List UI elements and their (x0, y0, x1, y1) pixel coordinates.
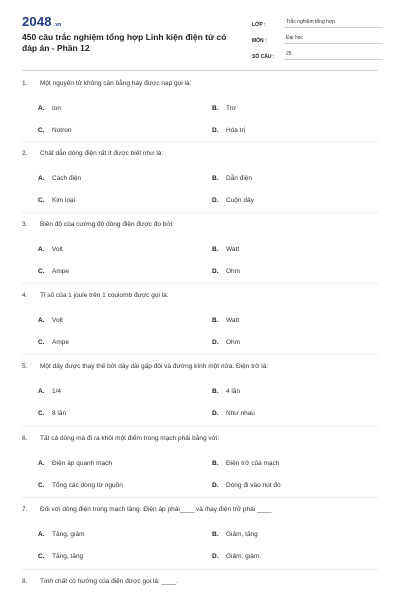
question-text: Một dây được thay thế bởi dây dài gấp đôi và đường kính một nửa. Điện trở là: (40, 363, 269, 370)
answer-option[interactable] (212, 553, 261, 560)
logo-text: 2048 (22, 14, 52, 29)
question-divider (22, 569, 378, 570)
option-text: Kim loại (52, 197, 76, 204)
option-letter: C. (38, 482, 45, 489)
question-text: Biên độ của cường độ dòng điện được đo bởi: (40, 221, 174, 228)
option-text: Dòng đi vào nút đó (226, 482, 281, 489)
option-letter: D. (212, 268, 219, 275)
option-letter: A. (38, 460, 45, 467)
option-text: Cách điện (52, 175, 82, 182)
answer-option[interactable] (38, 553, 83, 560)
option-letter: D. (212, 553, 219, 560)
question-text: Chất dẫn dòng điện rất ít được biết như là: (40, 150, 164, 157)
option-letter: B. (212, 460, 219, 467)
answer-option[interactable] (212, 268, 240, 275)
option-letter: C. (38, 410, 45, 417)
option-text: Trơ (226, 105, 237, 112)
option-text: Notron (52, 127, 72, 134)
meta-value: Đại học (284, 35, 382, 44)
option-letter: A. (38, 531, 45, 538)
option-text: Ampe (52, 339, 69, 346)
meta-row-subject (252, 30, 382, 44)
answer-option[interactable] (38, 127, 72, 134)
meta-label: LỚP : (252, 22, 266, 28)
question-line (0, 363, 400, 371)
question-item (0, 435, 400, 489)
option-letter: D. (212, 482, 219, 489)
answer-option[interactable] (212, 175, 252, 182)
meta-row-count (252, 46, 382, 60)
option-text: Điện trở của mạch (226, 460, 280, 467)
option-letter: C. (38, 197, 45, 204)
option-text: 8 lần (52, 410, 67, 417)
answer-option[interactable] (38, 531, 85, 538)
option-letter: B. (212, 317, 219, 324)
answer-option[interactable] (38, 388, 61, 395)
answer-option[interactable] (38, 482, 123, 489)
option-text: Ampe (52, 268, 69, 275)
question-line (0, 506, 400, 514)
question-item (0, 506, 400, 560)
option-letter: A. (38, 388, 45, 395)
question-item (0, 80, 400, 134)
question-line (0, 578, 400, 586)
meta-label: MÔN : (252, 38, 267, 44)
question-number: 2. (22, 150, 28, 157)
question-number: 7. (22, 506, 28, 513)
option-text: Watt (226, 246, 240, 253)
answer-option[interactable] (212, 388, 240, 395)
question-line (0, 435, 400, 443)
option-text: Giảm, giảm. (226, 553, 262, 560)
answer-option[interactable] (38, 197, 75, 204)
option-text: Hóa trị (226, 127, 246, 134)
option-letter: D. (212, 197, 219, 204)
answer-option[interactable] (38, 175, 81, 182)
option-text: Volt (52, 246, 63, 253)
question-number: 3. (22, 221, 28, 228)
question-text: Tỉ số của 1 joule trên 1 coulomb được gọi là: (40, 292, 169, 299)
option-letter: A. (38, 175, 45, 182)
question-divider (22, 497, 378, 498)
question-divider (22, 141, 378, 142)
answer-option[interactable] (212, 410, 255, 417)
meta-row-class (252, 14, 382, 28)
meta-value: Trắc nghiệm tổng hợp (284, 19, 382, 28)
question-line (0, 150, 400, 158)
meta-info (252, 14, 382, 62)
option-letter: A. (38, 246, 45, 253)
option-text: Dẫn điện (226, 175, 253, 182)
option-letter: C. (38, 127, 45, 134)
question-text: Tất cả dòng mà đi ra khỏi một điểm trong mạch phải bằng với: (40, 435, 220, 442)
question-item (0, 578, 400, 586)
question-number: 4. (22, 292, 28, 299)
answer-option[interactable] (212, 460, 279, 467)
question-item (0, 150, 400, 204)
question-divider (22, 354, 378, 355)
question-text: Đối với dòng điện trong mạch tăng. Điện áp phải____ và /hay điện trở phải ____ (40, 506, 272, 513)
meta-value: 25 (284, 51, 382, 60)
meta-label: SỐ CÂU : (252, 54, 275, 60)
answer-option[interactable] (212, 105, 236, 112)
option-letter: B. (212, 388, 219, 395)
answer-option[interactable] (38, 460, 112, 467)
question-divider (22, 426, 378, 427)
option-text: 1/4 (52, 388, 62, 395)
option-text: Watt (226, 317, 240, 324)
document-header (0, 0, 400, 70)
answer-option[interactable] (212, 246, 239, 253)
answer-option[interactable] (212, 482, 281, 489)
question-number: 8. (22, 578, 28, 585)
option-text: Như nhau (226, 410, 255, 417)
answer-option[interactable] (212, 531, 258, 538)
option-letter: A. (38, 317, 45, 324)
option-text: Điện áp quanh mạch (52, 460, 112, 467)
question-divider (22, 283, 378, 284)
option-letter: B. (212, 105, 219, 112)
question-number: 5. (22, 363, 28, 370)
option-text: Tăng, tăng (52, 553, 84, 560)
option-letter: C. (38, 339, 45, 346)
option-text: Volt (52, 317, 63, 324)
answer-option[interactable] (212, 339, 240, 346)
option-letter: A. (38, 105, 45, 112)
option-text: Tăng, giảm (52, 531, 85, 538)
question-text: Một nguyên tử không cân bằng hay được nạp gọi là: (40, 80, 192, 87)
header-divider (22, 70, 378, 71)
answer-option[interactable] (38, 105, 61, 112)
logo-suffix: .vn (53, 22, 62, 28)
option-letter: D. (212, 410, 219, 417)
option-letter: D. (212, 339, 219, 346)
option-letter: C. (38, 553, 45, 560)
question-line (0, 221, 400, 229)
answer-option[interactable] (212, 127, 245, 134)
option-letter: D. (212, 127, 219, 134)
question-item (0, 363, 400, 417)
option-text: Ion (52, 105, 62, 112)
option-text: 4 lần (226, 388, 241, 395)
option-text: Cuộn dây (226, 197, 254, 204)
question-text: Tính chất có hướng của điện được gọi là: ____. (40, 578, 178, 585)
question-divider (22, 212, 378, 213)
answer-option[interactable] (38, 410, 66, 417)
option-text: Giảm, tăng (226, 531, 258, 538)
document-title: 450 câu trắc nghiệm tổng hợp Linh kiện điện tử có đáp án - Phần 12 (22, 32, 227, 53)
question-item (0, 221, 400, 275)
question-number: 1. (22, 80, 28, 87)
question-item (0, 292, 400, 346)
answer-option[interactable] (38, 339, 69, 346)
answer-option[interactable] (212, 197, 254, 204)
option-text: Ohm (226, 339, 241, 346)
question-number: 6. (22, 435, 28, 442)
option-text: Ohm (226, 268, 241, 275)
answer-option[interactable] (212, 317, 239, 324)
option-text: Tổng các dòng từ nguồn (52, 482, 123, 489)
answer-option[interactable] (38, 246, 63, 253)
option-letter: B. (212, 246, 219, 253)
option-letter: B. (212, 175, 219, 182)
option-letter: B. (212, 531, 219, 538)
question-line (0, 80, 400, 88)
option-letter: C. (38, 268, 45, 275)
answer-option[interactable] (38, 317, 63, 324)
answer-option[interactable] (38, 268, 69, 275)
site-logo[interactable] (22, 14, 62, 29)
question-line (0, 292, 400, 300)
